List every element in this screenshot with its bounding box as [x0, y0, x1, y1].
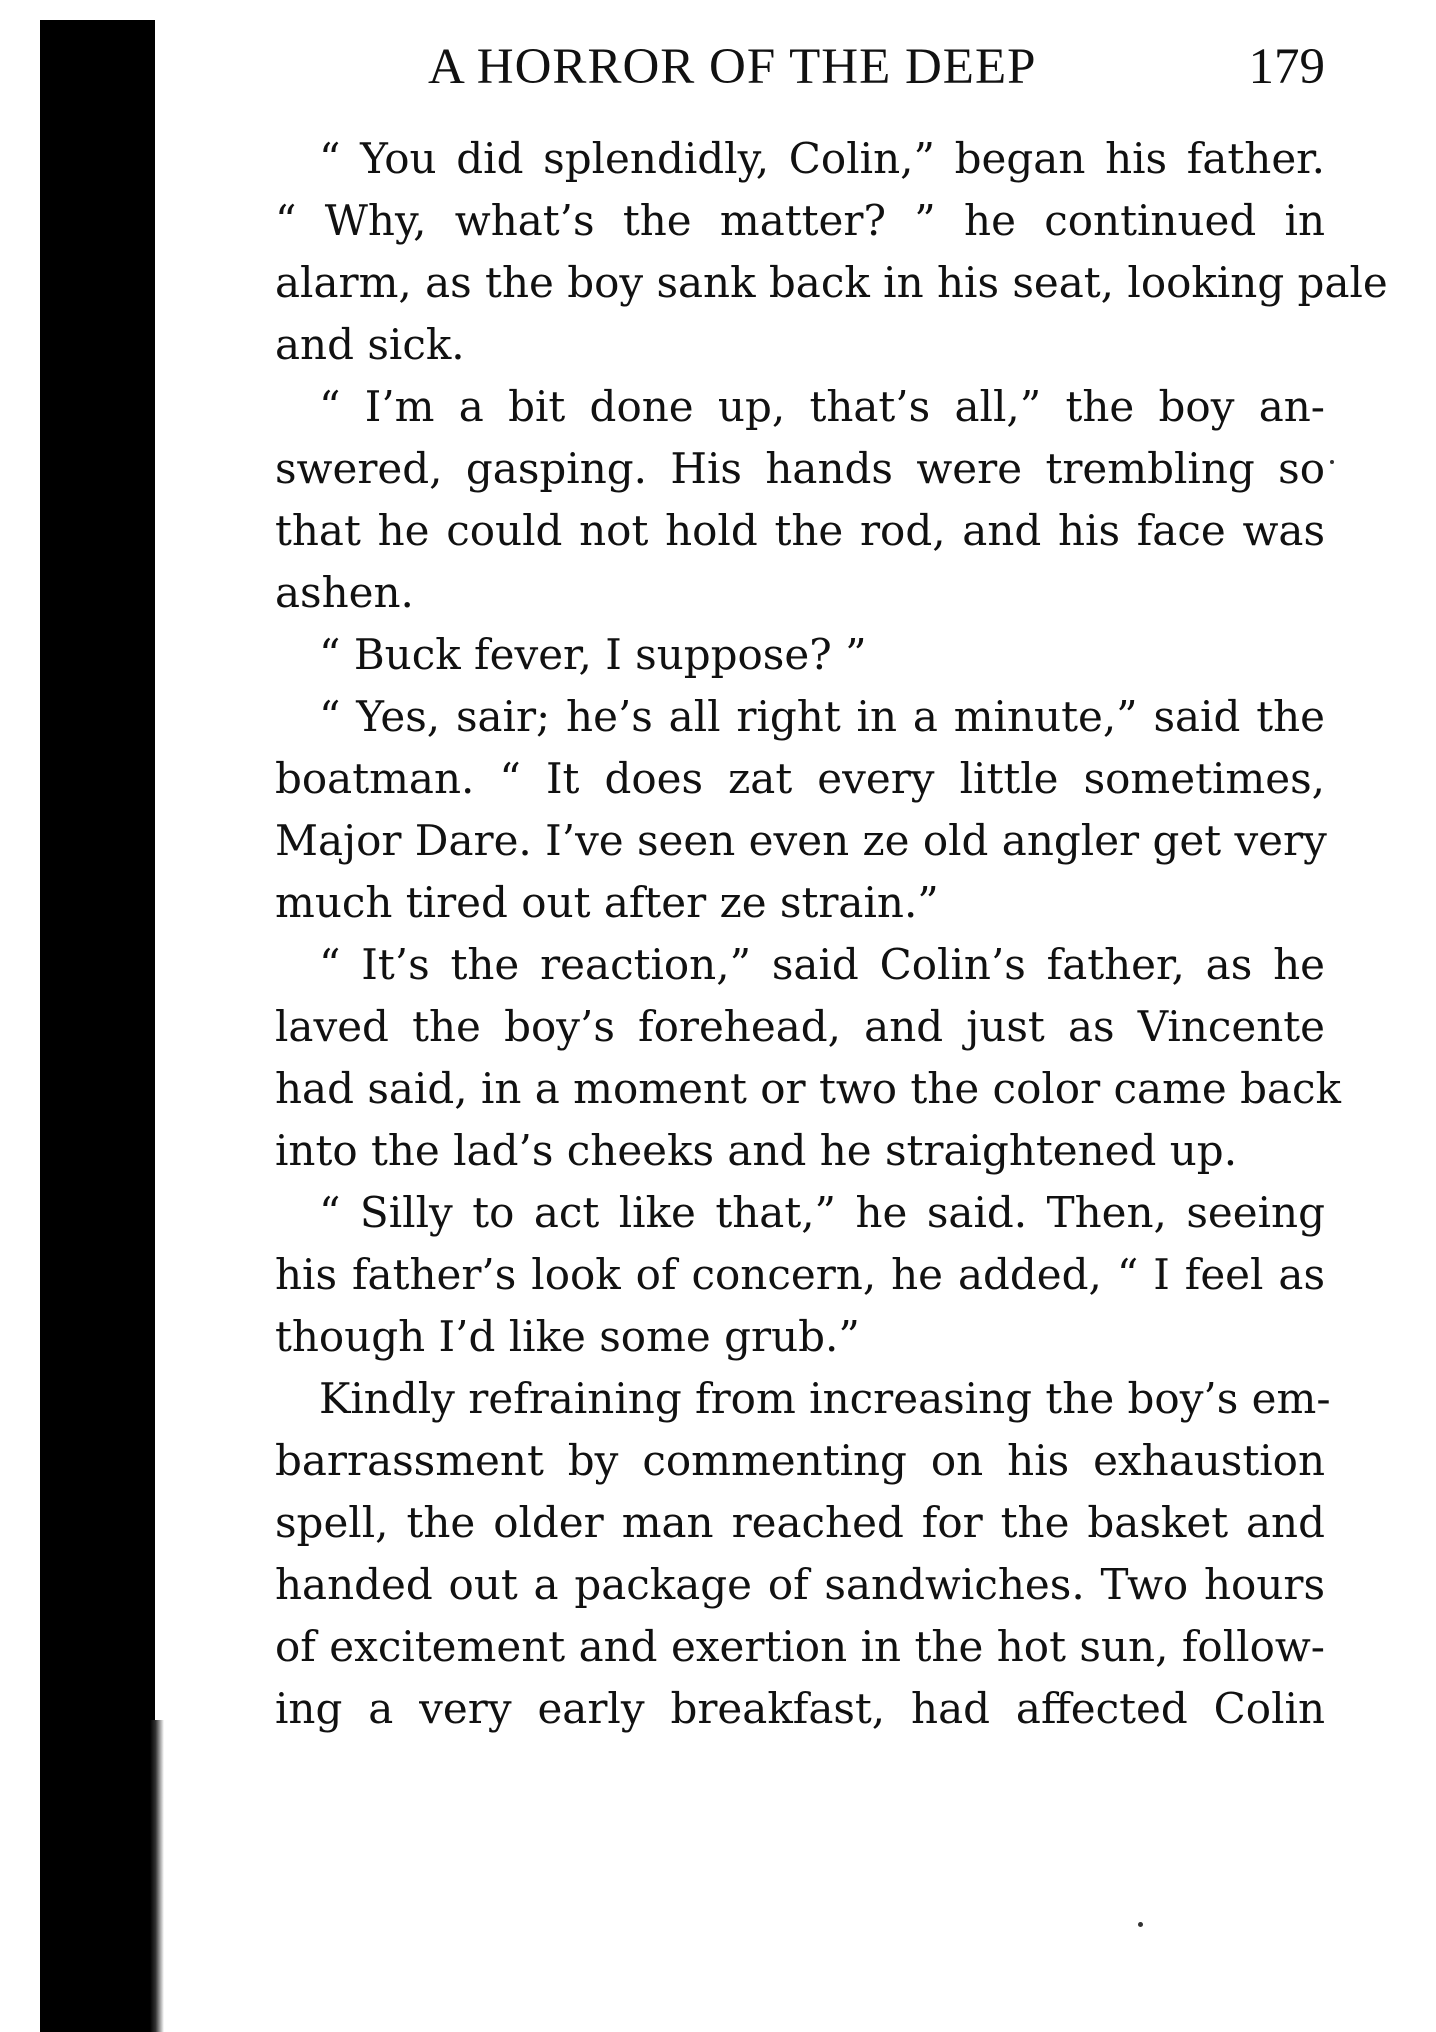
text-line: spell, the older man reached for the basket and	[275, 1498, 1325, 1547]
text-line: swered, gasping. His hands were trembling so	[275, 444, 1325, 493]
text-line: “ It’s the reaction,” said Colin’s father, as he	[319, 940, 1325, 989]
text-line: of excitement and exertion in the hot sun, follow-	[275, 1622, 1325, 1671]
text-line: laved the boy’s forehead, and just as Vincente	[275, 1002, 1325, 1051]
text-line: that he could not hold the rod, and his face was	[275, 506, 1325, 555]
text-line: much tired out after ze strain.”	[275, 878, 939, 927]
text-line: alarm, as the boy sank back in his seat, looking pale	[275, 258, 1388, 307]
text-line: Kindly refraining from increasing the boy’s em-	[319, 1374, 1331, 1423]
book-gutter-edge	[150, 1720, 164, 2032]
text-line: though I’d like some grub.”	[275, 1312, 860, 1361]
text-line: barrassment by commenting on his exhaustion	[275, 1436, 1325, 1485]
text-line: Major Dare. I’ve seen even ze old angler get very	[275, 816, 1327, 865]
scan-speck	[1330, 460, 1334, 464]
text-line: ashen.	[275, 568, 414, 617]
running-head: A HORROR OF THE DEEP	[428, 39, 1037, 95]
text-line: ing a very early breakfast, had affected Colin	[275, 1684, 1325, 1733]
page-body	[275, 128, 1388, 1740]
text-line: and sick.	[275, 320, 465, 369]
text-line: “ Silly to act like that,” he said. Then, seeing	[319, 1188, 1325, 1237]
text-line: “ Why, what’s the matter? ” he continued in	[275, 196, 1325, 245]
text-line: boatman. “ It does zat every little sometimes,	[275, 754, 1325, 803]
page-number: 179	[1248, 39, 1325, 95]
text-line: “ Buck fever, I suppose? ”	[319, 630, 867, 679]
page-header	[275, 34, 1325, 104]
text-line: his father’s look of concern, he added, “ I feel as	[275, 1250, 1325, 1299]
book-gutter-shadow	[40, 20, 155, 2032]
text-line: handed out a package of sandwiches. Two hours	[275, 1560, 1325, 1609]
text-line: “ Yes, sair; he’s all right in a minute,” said the	[319, 692, 1325, 741]
text-line: had said, in a moment or two the color came back	[275, 1064, 1341, 1113]
scan-speck	[1138, 1922, 1143, 1927]
text-line: “ I’m a bit done up, that’s all,” the boy an-	[319, 382, 1325, 431]
text-line: “ You did splendidly, Colin,” began his father.	[319, 134, 1325, 183]
text-line: into the lad’s cheeks and he straightened up.	[275, 1126, 1238, 1175]
